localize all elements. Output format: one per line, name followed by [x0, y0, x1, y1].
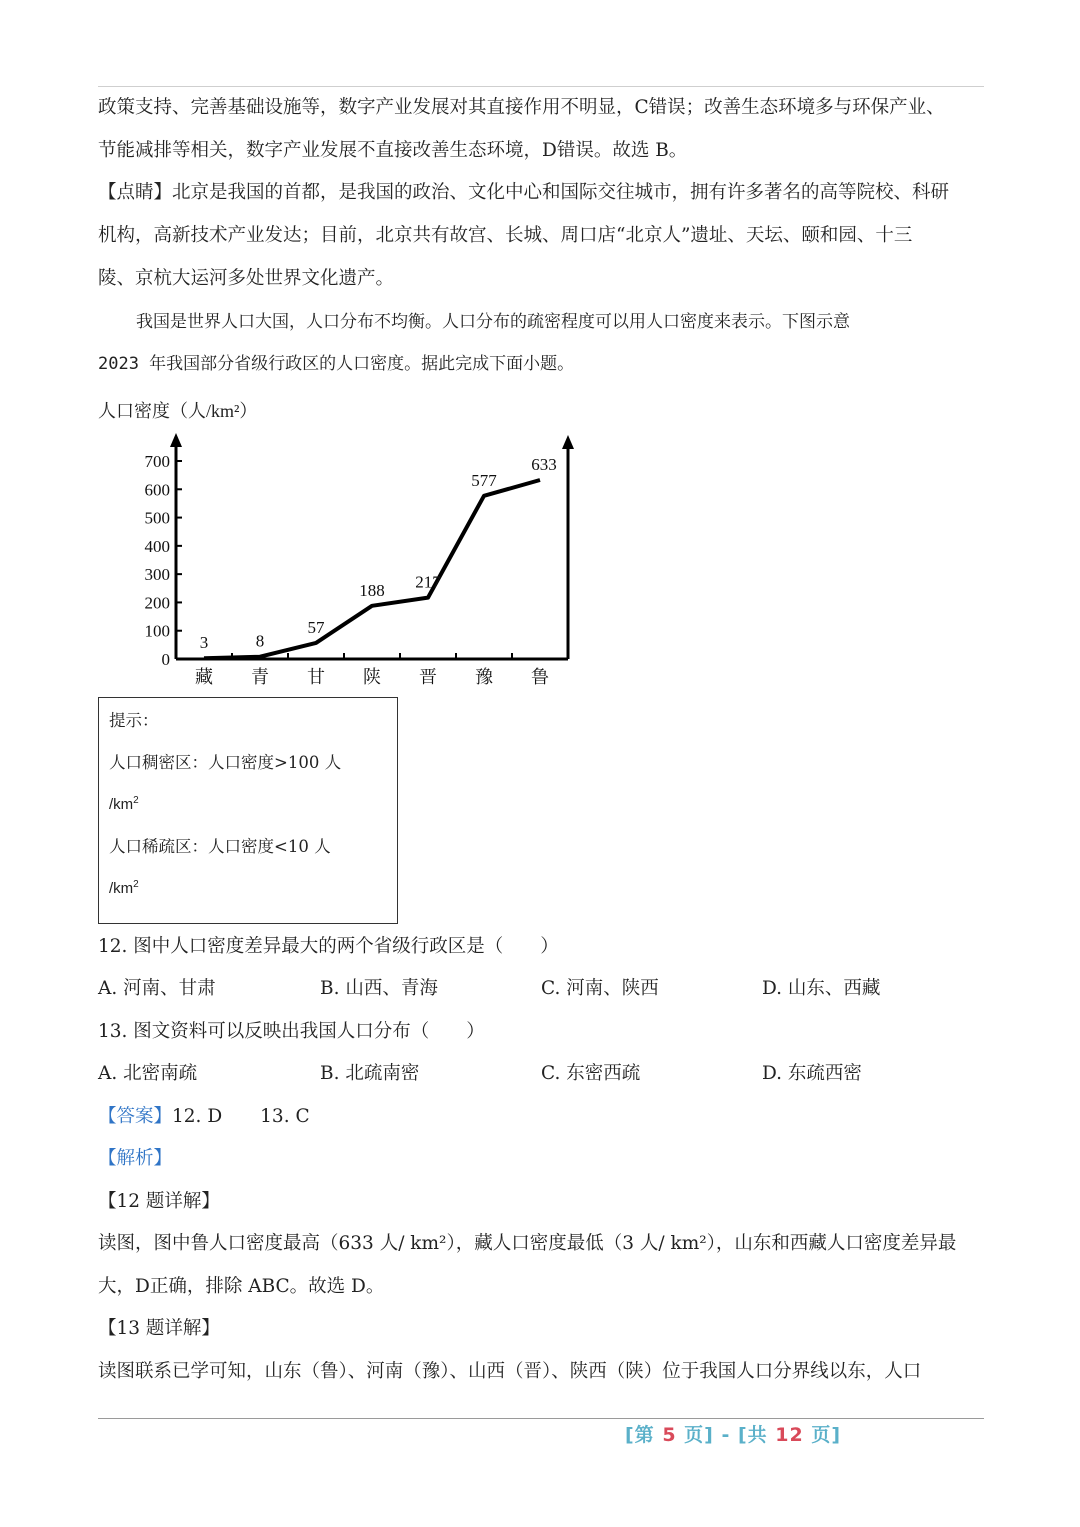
footer-close: 页] — [811, 1424, 842, 1446]
hint-title: 提示： — [109, 711, 159, 730]
paragraph-line: 陵、京杭大运河多处世界文化遗产。 — [98, 268, 395, 289]
x-tick-label: 陕 — [363, 667, 381, 688]
population-density-chart — [98, 395, 598, 695]
hint-dense-unit: $/km^2$ — [109, 795, 139, 813]
y-tick-label: 600 — [144, 480, 170, 500]
footer-open: [第 — [625, 1424, 655, 1446]
paragraph-line: 政策支持、完善基础设施等，数字产业发展对其直接作用不明显，C错误；改善生态环境多与环保产业、 — [98, 97, 945, 118]
x-tick-label: 甘 — [307, 667, 325, 688]
bottom-rule — [98, 1418, 984, 1419]
data-label: 3 — [199, 633, 209, 653]
analysis-tag: 【解析】 — [98, 1148, 173, 1169]
data-label: 8 — [255, 631, 265, 651]
y-tick-label: 500 — [144, 508, 170, 528]
paragraph-line: 机构，高新技术产业发达；目前，北京共有故宫、长城、周口店“北京人”遗址、天坛、颐和园、十三 — [98, 225, 913, 246]
q13-option-d[interactable]: D. 东疏西密 — [762, 1063, 862, 1084]
q13-option-c[interactable]: C. 东密西疏 — [541, 1063, 641, 1084]
intro-line: 我国是世界人口大国，人口分布不均衡。人口分布的疏密程度可以用人口密度来表示。下图示意 — [136, 312, 850, 332]
hint-sparse-line: 人口稀疏区：人口密度<10 人 — [109, 837, 331, 856]
y-tick-label: 100 — [144, 621, 170, 641]
dianjing-line — [98, 180, 949, 206]
paragraph-line: 节能减排等相关，数字产业发展不直接改善生态环境，D错误。故选 B。 — [98, 140, 688, 161]
chart-axes — [170, 433, 574, 659]
x-tick-label: 鲁 — [531, 667, 549, 688]
answer-tag: 【答案】 — [98, 1106, 173, 1127]
detail-12-title: 【12 题详解】 — [98, 1191, 220, 1212]
answer-line — [98, 1104, 310, 1130]
question-12-stem: 12. 图中人口密度差异最大的两个省级行政区是（ ） — [98, 936, 559, 957]
page-footer — [625, 1420, 841, 1447]
y-axis-right-arrow — [562, 435, 574, 449]
data-labels — [200, 455, 557, 652]
y-tick-label: 0 — [161, 650, 170, 669]
total-pages: 12 — [775, 1424, 804, 1446]
x-tick-label: 藏 — [195, 667, 213, 688]
dianjing-text: 北京是我国的首都，是我国的政治、文化中心和国际交往城市，拥有许多著名的高等院校、科研 — [172, 182, 950, 203]
dianjing-tag: 【点睛】 — [98, 182, 173, 203]
hint-box — [98, 697, 398, 924]
hint-sparse-unit: $/km^2$ — [109, 879, 139, 897]
y-tick-label: 300 — [144, 565, 170, 585]
x-tick-label: 晋 — [419, 667, 437, 688]
y-tick-label: 200 — [144, 593, 170, 613]
question-13-stem: 13. 图文资料可以反映出我国人口分布（ ） — [98, 1021, 485, 1042]
y-tick-label: 400 — [144, 536, 170, 556]
y-axis-left-arrow — [170, 433, 182, 447]
current-page: 5 — [662, 1424, 677, 1446]
data-label: 577 — [471, 470, 497, 490]
data-label: 217 — [415, 572, 441, 592]
q12-option-c[interactable]: C. 河南、陕西 — [541, 978, 659, 999]
detail-12-line: 大，D正确，排除 ABC。故选 D。 — [98, 1276, 385, 1297]
top-rule — [98, 86, 984, 87]
y-axis-label: 人口密度（人/km²） — [98, 401, 258, 421]
q13-option-a[interactable]: A. 北密南疏 — [98, 1063, 198, 1084]
x-tick-label: 豫 — [475, 667, 493, 688]
q12-option-a[interactable]: A. 河南、甘肃 — [98, 978, 216, 999]
series-line — [204, 480, 540, 658]
footer-mid: 页] - [共 — [684, 1424, 768, 1446]
y-tick-label: 700 — [144, 452, 170, 471]
detail-12-line: 读图，图中鲁人口密度最高（633 人/ km²），藏人口密度最低（3 人/ km²），山东和西藏人口密度差异最 — [98, 1233, 957, 1254]
hint-dense-line: 人口稠密区：人口密度>100 人 — [109, 753, 342, 772]
detail-13-title: 【13 题详解】 — [98, 1318, 220, 1339]
q13-option-b[interactable]: B. 北疏南密 — [320, 1063, 420, 1084]
answer-13: 13. C — [260, 1106, 310, 1127]
q12-option-b[interactable]: B. 山西、青海 — [320, 978, 438, 999]
x-tick-label: 青 — [251, 667, 269, 688]
intro-line: 2023 年我国部分省级行政区的人口密度。据此完成下面小题。 — [98, 354, 575, 374]
q12-option-d[interactable]: D. 山东、西藏 — [762, 978, 881, 999]
answer-12: 12. D — [172, 1106, 223, 1127]
data-label: 57 — [307, 617, 325, 637]
data-label: 633 — [531, 454, 557, 474]
detail-13-line: 读图联系已学可知，山东（鲁）、河南（豫）、山西（晋）、陕西（陕）位于我国人口分界线以东，人口 — [98, 1361, 922, 1382]
data-label: 188 — [359, 580, 385, 600]
